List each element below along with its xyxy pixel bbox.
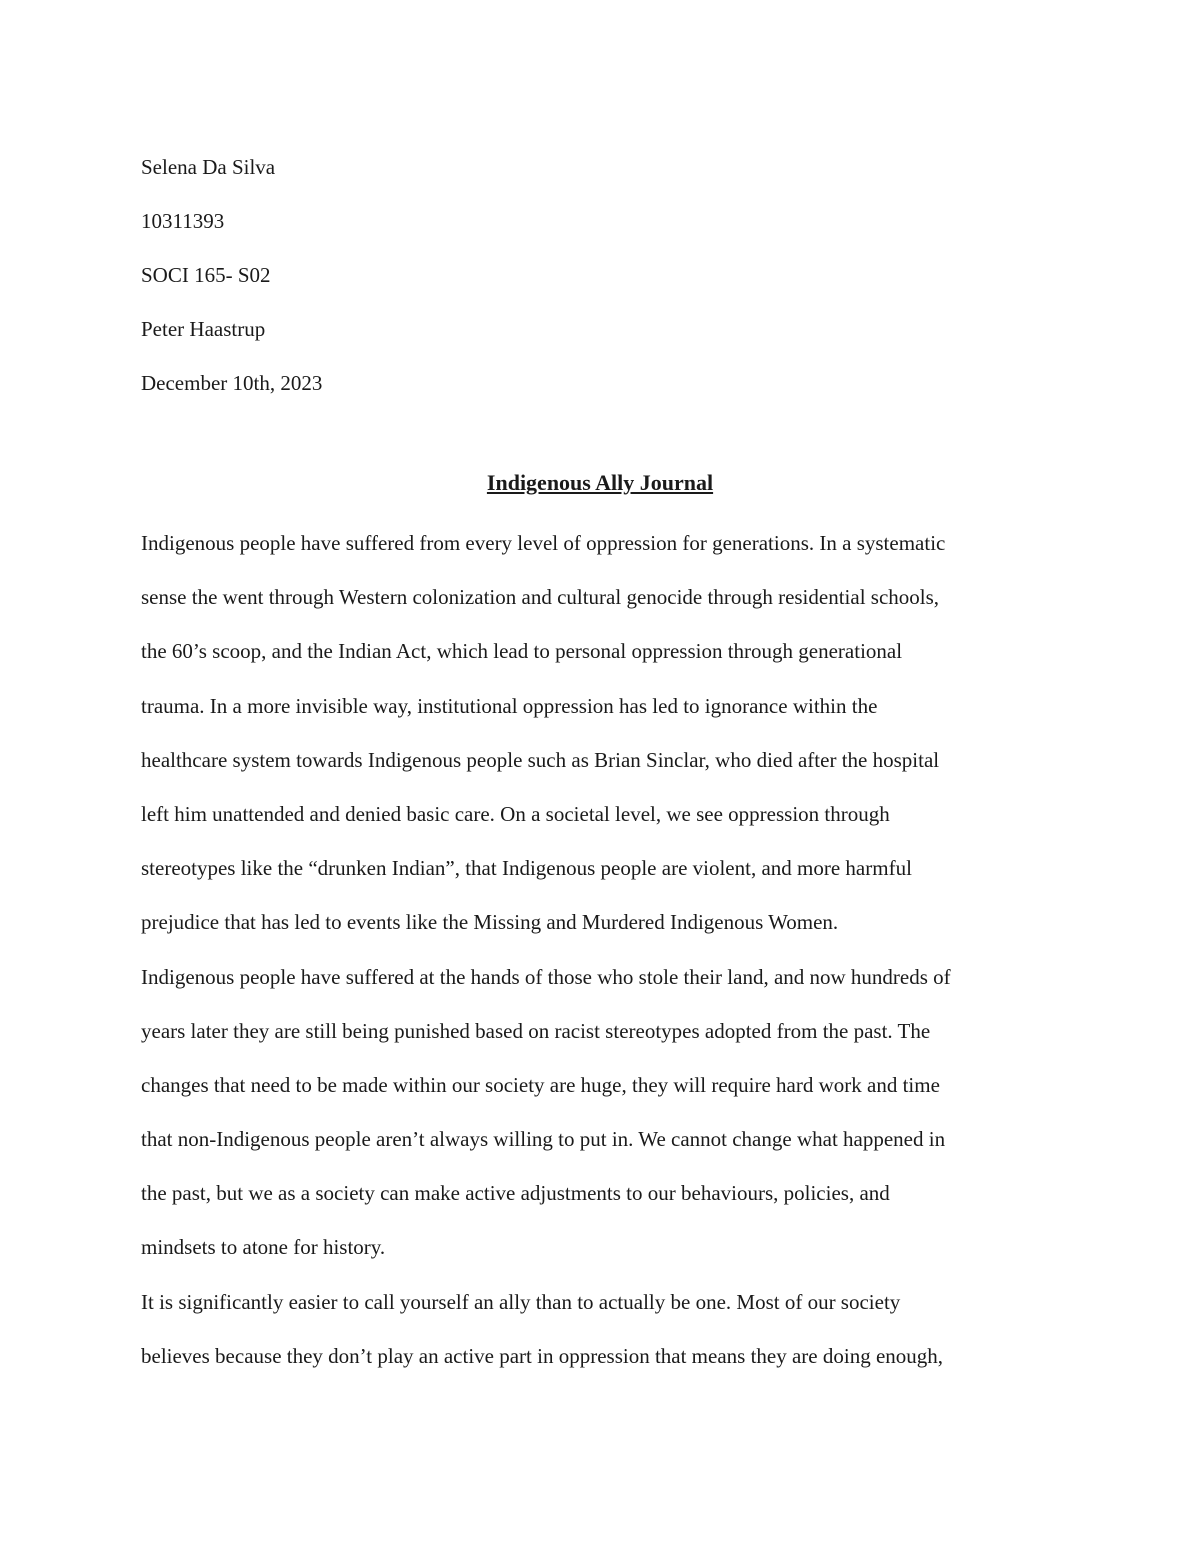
course-code: SOCI 165- S02 <box>141 263 271 287</box>
body-line: trauma. In a more invisible way, institutional oppression has led to ignorance within the <box>141 693 878 718</box>
author-header <box>141 140 741 410</box>
body-line: stereotypes like the “drunken Indian”, that Indigenous people are violent, and more harmful <box>141 856 912 881</box>
body-line: believes because they don’t play an active part in oppression that means they are doing enough, <box>141 1343 944 1368</box>
body-line: changes that need to be made within our society are huge, they will require hard work and time <box>141 1072 940 1097</box>
body-line: sense the went through Western colonization and cultural genocide through residential schools, <box>141 585 940 610</box>
body-line: the 60’s scoop, and the Indian Act, which lead to personal oppression through generational <box>141 639 903 664</box>
student-id: 10311393 <box>141 209 225 233</box>
body-line: that non-Indigenous people aren’t always willing to put in. We cannot change what happened in <box>141 1127 946 1152</box>
body-line: left him unattended and denied basic care. On a societal level, we see oppression through <box>141 801 890 826</box>
submission-date: December 10th, 2023 <box>141 371 323 395</box>
instructor-name: Peter Haastrup <box>141 317 266 341</box>
body-line: Indigenous people have suffered from every level of oppression for generations. In a systematic <box>141 531 946 555</box>
body-text <box>141 516 1061 1383</box>
document-title: Indigenous Ally Journal <box>486 470 714 495</box>
body-line: It is significantly easier to call yourself an ally than to actually be one. Most of our society <box>141 1289 901 1314</box>
author-name: Selena Da Silva <box>141 155 276 179</box>
body-line: mindsets to atone for history. <box>141 1235 386 1260</box>
body-line: healthcare system towards Indigenous people such as Brian Sinclar, who died after the hospital <box>141 747 940 772</box>
body-line: prejudice that has led to events like the Missing and Murdered Indigenous Women. <box>141 910 839 935</box>
body-line: years later they are still being punished based on racist stereotypes adopted from the past. The <box>141 1018 931 1043</box>
body-line: Indigenous people have suffered at the hands of those who stole their land, and now hundreds of <box>141 964 951 989</box>
body-line: the past, but we as a society can make active adjustments to our behaviours, policies, and <box>141 1181 890 1206</box>
